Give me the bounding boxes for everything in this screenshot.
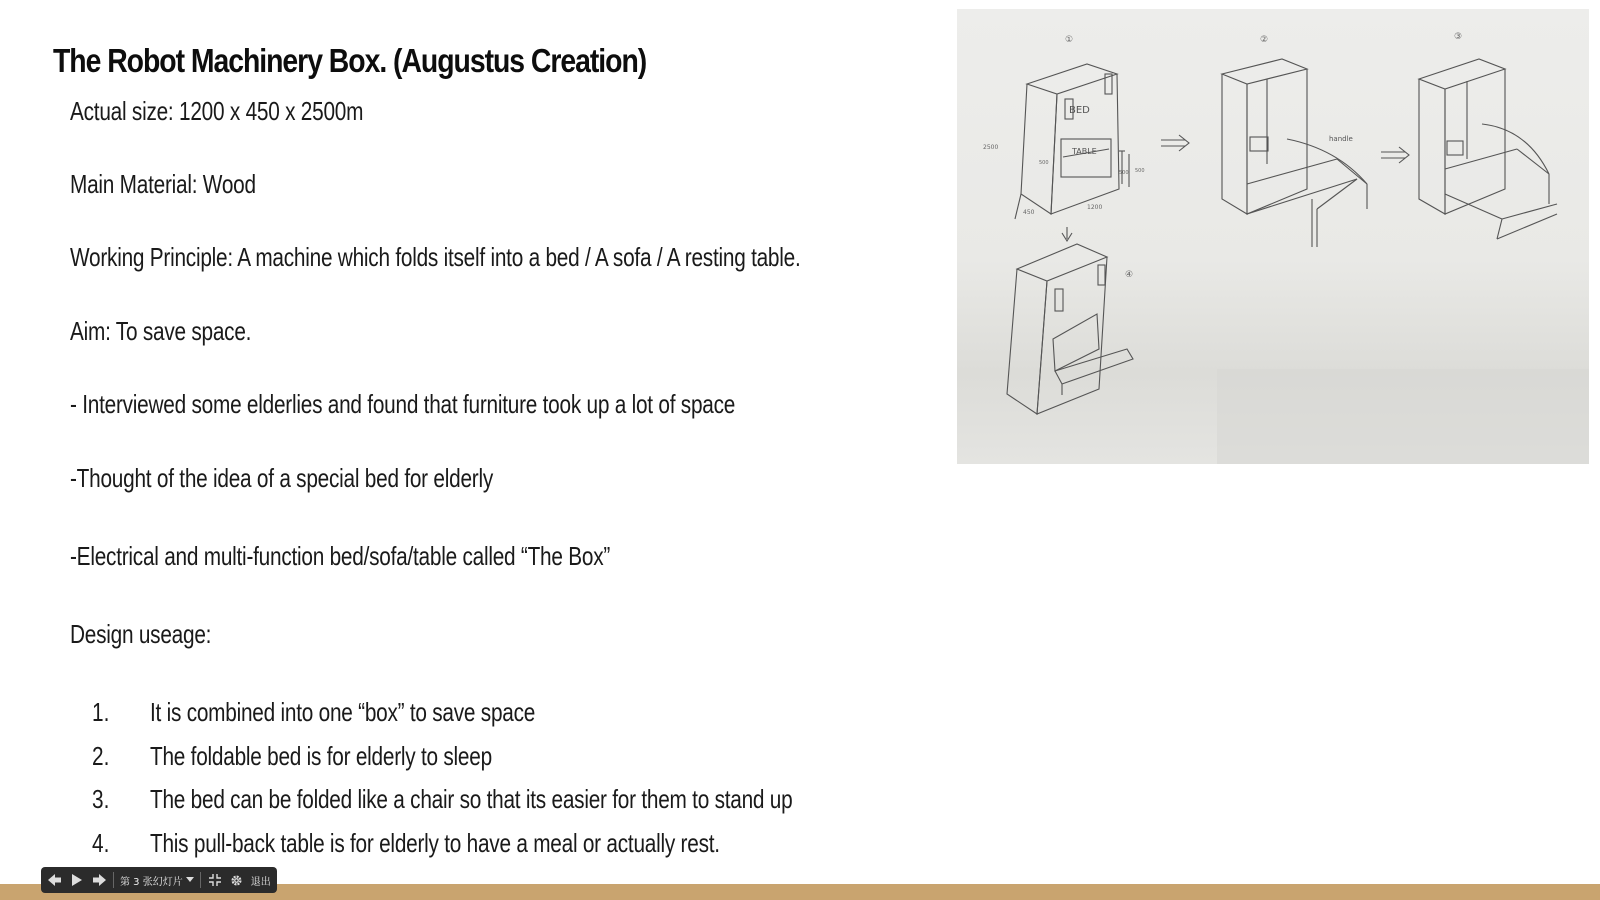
interview-line: - Interviewed some elderlies and found that furniture took up a lot of space — [70, 389, 736, 419]
next-slide-button[interactable] — [91, 871, 107, 889]
arrow-right-icon — [1381, 147, 1409, 163]
sketch-box-table — [1007, 244, 1133, 414]
exit-button[interactable]: 退出 — [250, 876, 271, 888]
list-number: 2. — [92, 741, 110, 771]
box-line: -Electrical and multi-function bed/sofa/table called “The Box” — [70, 541, 611, 571]
idea-line: -Thought of the idea of a special bed for elderly — [70, 463, 493, 493]
presentation-toolbar — [41, 867, 277, 893]
step-marker: ① — [1065, 35, 1074, 45]
sketch-label-table: TABLE — [1072, 147, 1097, 156]
arrow-right-icon — [1161, 135, 1189, 151]
exit-fullscreen-button[interactable] — [207, 871, 223, 889]
previous-slide-button[interactable] — [47, 871, 63, 889]
sketch-label-handle: handle — [1329, 135, 1353, 143]
sketch-dim-c: 500 — [1135, 168, 1145, 174]
usage-heading: Design useage: — [70, 619, 212, 649]
collapse-icon — [209, 874, 221, 886]
step-marker: ③ — [1454, 32, 1463, 42]
list-number: 4. — [92, 828, 110, 858]
sketch-dim-width: 1200 — [1087, 204, 1103, 211]
list-item: The foldable bed is for elderly to sleep — [150, 741, 492, 771]
step-marker: ④ — [1125, 270, 1134, 280]
toolbar-divider — [113, 872, 114, 888]
sketch-box-bed — [1222, 59, 1367, 247]
slide-selector-label: 第 3 张幻灯片 — [120, 876, 183, 888]
sketch-dim-a: 500 — [1039, 160, 1049, 166]
step-marker: ② — [1260, 35, 1269, 45]
slide-selector[interactable] — [120, 873, 194, 888]
play-icon — [71, 874, 83, 886]
principle-line: Working Principle: A machine which folds itself into a bed / A sofa / A resting table. — [70, 242, 801, 272]
aim-line: Aim: To save space. — [70, 316, 252, 346]
sketch-label-bed: BED — [1069, 105, 1090, 116]
toolbar-divider — [200, 872, 201, 888]
sketch-dim-b: 500 — [1119, 170, 1129, 176]
list-item: This pull-back table is for elderly to have a meal or actually rest. — [150, 828, 720, 858]
sketch-dim-depth: 450 — [1023, 209, 1035, 216]
material-line: Main Material: Wood — [70, 169, 256, 199]
sketch-box-sofa — [1419, 59, 1557, 239]
list-item: It is combined into one “box” to save space — [150, 697, 536, 727]
list-number: 3. — [92, 784, 110, 814]
size-line: Actual size: 1200 x 450 x 2500m — [70, 96, 364, 126]
caret-down-icon — [186, 877, 194, 883]
sketch-dim-height: 2500 — [983, 144, 999, 151]
play-button[interactable] — [69, 871, 85, 889]
list-number: 1. — [92, 697, 110, 727]
gear-icon — [230, 874, 243, 887]
settings-button[interactable] — [229, 871, 245, 889]
slide-title: The Robot Machinery Box. (Augustus Creation) — [53, 42, 647, 79]
arrow-left-icon — [48, 874, 62, 886]
arrow-right-icon — [92, 874, 106, 886]
list-item: The bed can be folded like a chair so that its easier for them to stand up — [150, 784, 793, 814]
sketch-photo — [957, 9, 1589, 464]
sketch-drawing — [957, 9, 1589, 464]
